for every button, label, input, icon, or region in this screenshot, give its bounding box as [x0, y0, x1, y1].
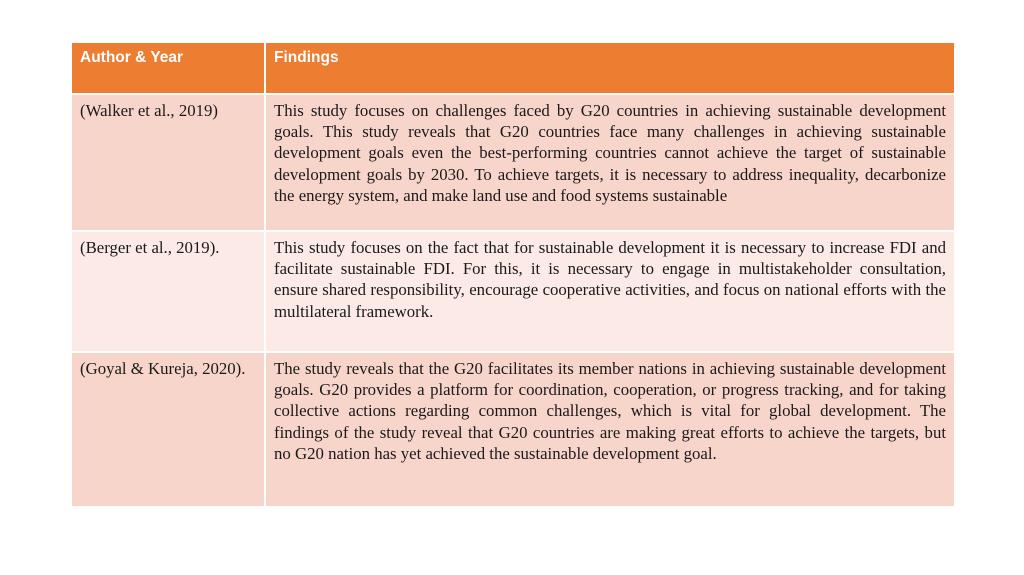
author-cell — [71, 352, 265, 507]
findings-table — [70, 41, 956, 508]
findings-cell — [265, 94, 955, 231]
findings-cell — [265, 231, 955, 352]
findings-text: This study focuses on the fact that for sustainable development it is necessary to increase FDI and facilitate sustainable FDI. For this, it is necessary to engage in multistakeholder consultation, ensure shared responsibility, encourage cooperative activities, and focus on national efforts with the multilateral framework. — [274, 238, 946, 321]
findings-cell — [265, 352, 955, 507]
header-author-year — [71, 42, 265, 94]
author-text: (Walker et al., 2019) — [80, 101, 218, 120]
author-cell — [71, 94, 265, 231]
findings-text: The study reveals that the G20 facilitates its member nations in achieving sustainable development goals. G20 provides a platform for coordination, cooperation, or progress tracking, and for taking collective actions regarding common challenges, which is vital for global development. The findings of the study reveal that G20 countries are making great efforts to achieve the targets, but no G20 nation has yet achieved the sustainable development goal. — [274, 359, 946, 463]
author-text: (Goyal & Kureja, 2020). — [80, 359, 246, 378]
author-cell — [71, 231, 265, 352]
table-row — [71, 94, 955, 231]
header-author-year-label: Author & Year — [80, 49, 184, 66]
header-findings-label: Findings — [274, 49, 339, 66]
table-row — [71, 352, 955, 507]
header-findings — [265, 42, 955, 94]
findings-text: This study focuses on challenges faced by G20 countries in achieving sustainable development goals. This study reveals that G20 countries face many challenges in achieving sustainable development goals even the best-performing countries cannot achieve the target of sustainable development goals by 2030. To achieve targets, it is necessary to address inequality, decarbonize the energy system, and make land use and food systems sustainable — [274, 101, 946, 205]
table-header-row — [71, 42, 955, 94]
table-row — [71, 231, 955, 352]
author-text: (Berger et al., 2019). — [80, 238, 220, 257]
